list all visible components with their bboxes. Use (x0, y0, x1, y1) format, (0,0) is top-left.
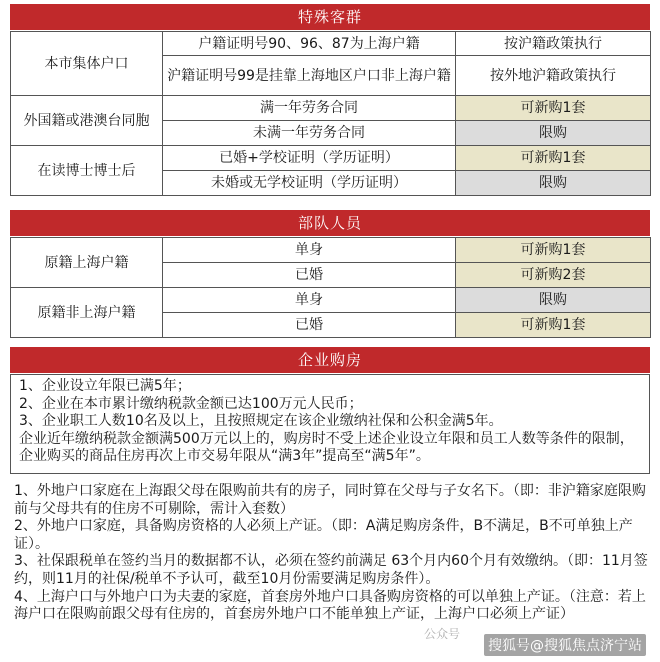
policy-cell: 可新购2套 (456, 263, 651, 288)
section-title-enterprise: 企业购房 (10, 347, 650, 373)
policy-cell: 限购 (456, 288, 651, 313)
condition-cell: 未婚或无学校证明（学历证明） (163, 171, 456, 196)
wechat-channel-label: 公众号 (424, 627, 461, 641)
condition-cell: 已婚 (163, 313, 456, 338)
policy-cell: 可新购1套 (456, 238, 651, 263)
group-label-phd: 在读博士博士后 (11, 146, 163, 196)
table-row (11, 32, 651, 56)
section-title-military: 部队人员 (10, 210, 650, 236)
enterprise-conditions (10, 374, 650, 474)
condition-cell: 已婚+学校证明（学历证明） (163, 146, 456, 171)
table-row (11, 238, 651, 263)
condition-cell: 已婚 (163, 263, 456, 288)
condition-cell: 未满一年劳务合同 (163, 121, 456, 146)
condition-cell: 单身 (163, 288, 456, 313)
military-table (10, 237, 651, 338)
enterprise-item: 1、企业设立年限已满5年； (19, 378, 191, 394)
group-label-foreign: 外国籍或港澳台同胞 (11, 96, 163, 146)
group-label-collective: 本市集体户口 (11, 32, 163, 96)
policy-cell: 可新购1套 (456, 146, 651, 171)
group-label-nonshanghai: 原籍非上海户籍 (11, 288, 163, 338)
policy-cell: 按外地沪籍政策执行 (456, 56, 651, 96)
table-row (11, 288, 651, 313)
section-title-special: 特殊客群 (10, 4, 650, 30)
condition-cell: 户籍证明号90、96、87为上海户籍 (163, 32, 456, 56)
table-row (11, 146, 651, 171)
note-item: 1、外地户口家庭在上海跟父母在限购前共有的房子，同时算在父母与子女名下。（即：非沪籍家庭限购前与父母共有的住房不可剔除，需计入套数） (14, 483, 646, 517)
enterprise-item: 企业近年缴纳税款金额满500万元以上的，购房时不受上述企业设立年限和员工人数等条件的限制，企业购买的商品住房再次上市交易年限从“满3年”提高至“满5年”。 (19, 430, 634, 464)
group-label-shanghai: 原籍上海户籍 (11, 238, 163, 288)
note-item: 2、外地户口家庭，具备购房资格的人必须上产证。（即：A满足购房条件，B不满足，B不可单独上产证）。 (14, 518, 633, 552)
policy-cell: 限购 (456, 121, 651, 146)
policy-cell: 可新购1套 (456, 96, 651, 121)
special-table (10, 31, 651, 196)
enterprise-item: 3、企业职工人数10名及以上，且按照规定在该企业缴纳社保和公积金满5年。 (19, 413, 503, 429)
policy-cell: 按沪籍政策执行 (456, 32, 651, 56)
enterprise-item: 2、企业在本市累计缴纳税款金额已达100万元人民币； (19, 395, 363, 412)
table-row (11, 96, 651, 121)
notes-section (14, 483, 650, 624)
watermark: 搜狐号@搜狐焦点济宁站 (484, 634, 646, 656)
condition-cell: 沪籍证明号99是挂靠上海地区户口非上海户籍 (163, 56, 456, 96)
policy-cell: 可新购1套 (456, 313, 651, 338)
policy-cell: 限购 (456, 171, 651, 196)
note-item: 3、社保跟税单在签约当月的数据都不认，必须在签约前满足 63个月内60个月有效缴纳。（即：11月签约，则11月的社保/税单不予认可，截至10月份需要满足购房条件）。 (14, 553, 648, 587)
condition-cell: 满一年劳务合同 (163, 96, 456, 121)
note-item: 4、上海户口与外地户口为夫妻的家庭，首套房外地户口具备购房资格的可以单独上产证。（注意：若上海户口在限购前跟父母有住房的，首套房外地户口不能单独上产证，上海户口必须上产证） (14, 588, 646, 623)
condition-cell: 单身 (163, 238, 456, 263)
